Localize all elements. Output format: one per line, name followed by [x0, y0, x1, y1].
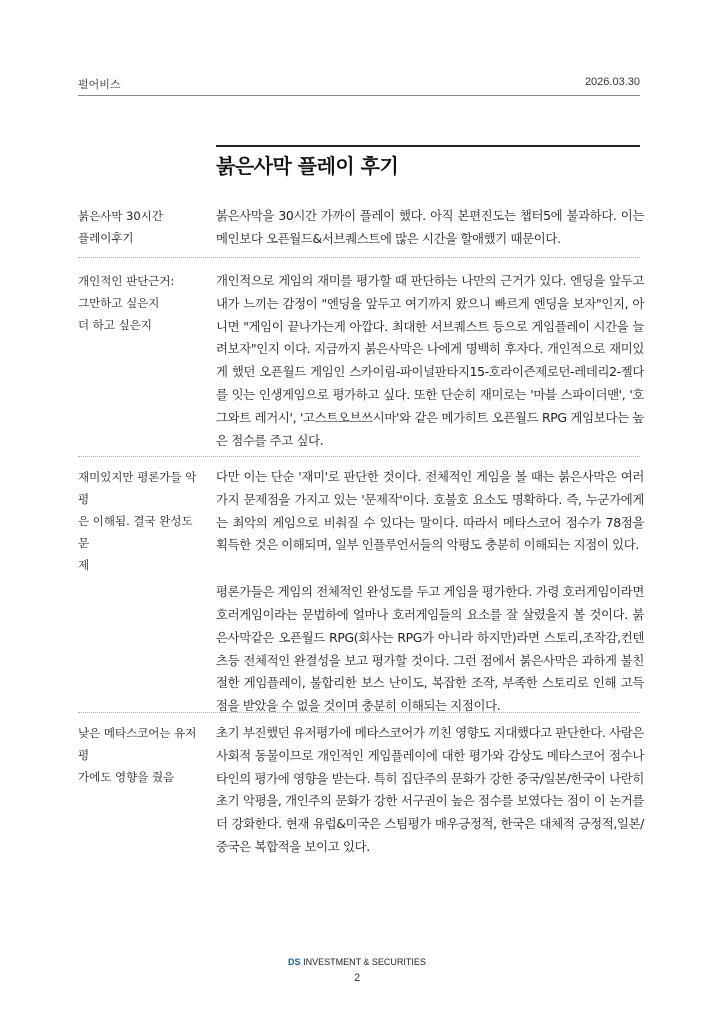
sidebar-line: 그만하고 싶은지 — [78, 296, 160, 310]
sidebar-line: 더 하고 싶은지 — [78, 318, 152, 332]
section-body — [216, 466, 644, 742]
paragraph: 붉은사막을 30시간 가까이 플레이 했다. 아직 본편진도는 챕터5에 불과하다. 이는 메인보다 오픈월드&서브퀘스트에 많은 시간을 할애했기 때문이다. — [216, 208, 644, 246]
page-number: 2 — [353, 972, 361, 984]
sidebar-line: 은 이해됨. 결국 완성도 문 — [78, 514, 193, 550]
brand-logo: DS — [288, 957, 301, 967]
sidebar-line: 가에도 영향을 줬음 — [78, 770, 175, 784]
section-divider — [78, 712, 640, 713]
brand-text: INVESTMENT & SECURITIES — [303, 957, 426, 967]
paragraph: 초기 부진했던 유저평가에 메타스코어가 끼친 영향도 지대했다고 판단한다. 사람은 사회적 동물이므로 개인적인 게임플레이에 대한 평가와 감상도 메타스코어 점수나 타인의 평가에 영향을 받는다. 특히 집단주의 문화가 강한 중국/일본/한국이 나란히 초기 악평을, 개인주의 문화가 강한 서구권이 높은 점수를 보였다는 점이 이 논거를 더 강화한다. 현재 유럽&미국은 스팀평가 매우긍정적, 한국은 대체적 긍정적,일본/중국은 복합적을 보이고 있다. — [216, 725, 644, 854]
company-name: 펄어비스 — [78, 79, 121, 91]
section-body — [216, 205, 644, 275]
section-body — [216, 270, 644, 476]
section-body — [216, 722, 644, 883]
section-sidebar — [78, 466, 200, 576]
sidebar-line: 낮은 메타스코어는 유저평 — [78, 726, 197, 762]
title-divider — [216, 145, 640, 147]
section-divider — [78, 456, 640, 457]
sidebar-line: 플레이후기 — [78, 231, 134, 245]
sidebar-line: 개인적인 판단근거: — [78, 274, 175, 288]
section-sidebar — [78, 722, 200, 788]
header-divider — [78, 95, 640, 96]
sidebar-line: 붉은사막 30시간 — [78, 209, 163, 223]
sidebar-line: 재미있지만 평론가들 악평 — [78, 470, 197, 506]
page-title: 붉은사막 플레이 후기 — [216, 154, 399, 178]
page-footer — [0, 957, 714, 967]
paragraph: 평론가들은 게임의 전체적인 완성도를 두고 게임을 평가한다. 가령 호러게임이라면 호러게임이라는 문법하에 얼마나 호러게임들의 요소를 잘 살렸을지 볼 것이다. 붉은사막같은 오픈월드 RPG(회사는 RPG가 아니라 하지만)라면 스토리,조작감,컨텐츠등 전체적인 완결성을 보고 평가할 것이다. 그런 점에서 붉은사막은 과하게 불친절한 게임플레이, 불합리한 보스 난이도, 복잡한 조작, 부족한 스토리로 인해 고득점을 받았을 수 없을 것이며 충분히 이해되는 지점이다. — [216, 584, 644, 714]
section-sidebar — [78, 205, 200, 249]
paragraph: 다만 이는 단순 '재미'로 판단한 것이다. 전체적인 게임을 볼 때는 붉은사막은 여러가지 문제점을 가지고 있는 '문제작'이다. 호불호 요소도 명확하다. 즉, 누군가에게는 최악의 게임으로 비춰질 수 있다는 말이다. 따라서 메타스코어 점수가 78점을 획득한 것은 이해되며, 일부 인플루언서들의 악평도 충분히 이해되는 지점이 있다. — [216, 469, 644, 553]
sidebar-line: 제 — [78, 558, 90, 572]
section-divider — [78, 257, 640, 258]
section-sidebar — [78, 270, 200, 336]
paragraph: 개인적으로 게임의 재미를 평가할 때 판단하는 나만의 근거가 있다. 엔딩을 앞두고 내가 느끼는 감정이 "엔딩을 앞두고 여기까지 왔으니 빠르게 엔딩을 보자"인지, 아니면 "게임이 끝나가는게 아깝다. 최대한 서브퀘스트 등으로 게임플레이 시간을 늘려보자"인지 이다. 지금까지 붉은사막은 나에게 명백히 후자다. 개인적으로 재미있게 했던 오픈월드 게임인 스카이림-파이널판타지15-호라이즌제로던-레데리2-젤다를 잇는 인생게임으로 평가하고 싶다. 또한 단순히 재미로는 '마블 스파이더맨', '호그와트 레거시', '고스트오브쓰시마'와 같은 메가히트 오픈월드 RPG 게임보다는 높은 점수를 주고 싶다. — [216, 273, 644, 448]
report-date: 2026.03.30 — [584, 76, 640, 88]
